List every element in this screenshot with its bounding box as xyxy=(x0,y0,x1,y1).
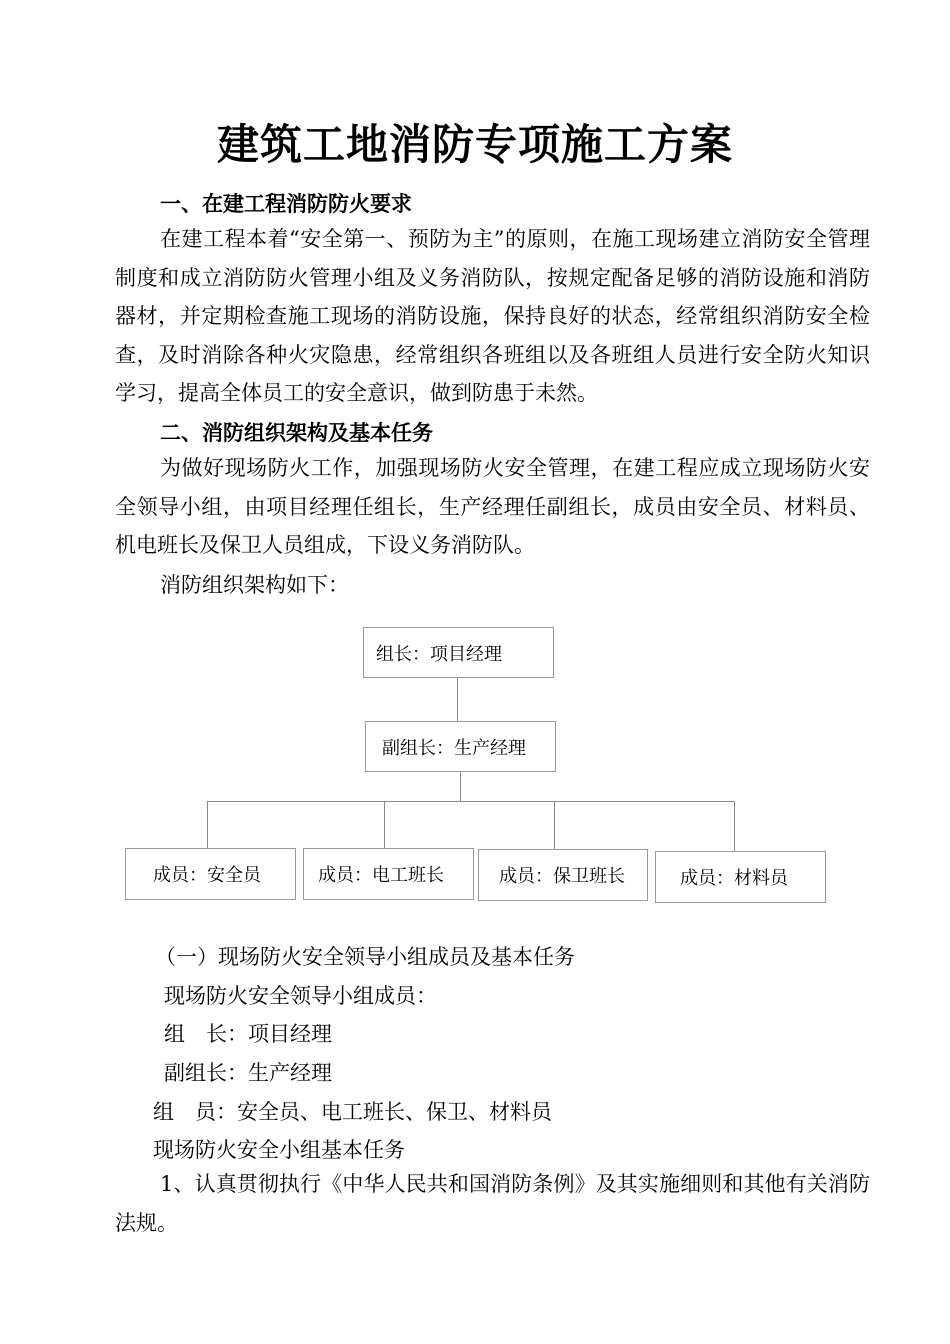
org-connector-member-4 xyxy=(734,801,735,851)
subsection1-heading: （一）现场防火安全领导小组成员及基本任务 xyxy=(155,945,575,969)
org-node-leader-label: 组长：项目经理 xyxy=(376,643,502,665)
org-node-leader xyxy=(363,627,554,678)
org-node-deputy-label: 副组长：生产经理 xyxy=(382,737,526,759)
section1-paragraph: 在建工程本着“安全第一、预防为主”的原则，在施工现场建立消防安全管理制度和成立消防防火管理小组及义务消防队，按规定配备足够的消防设施和消防器材，并定期检查施工现场的消防设施，保持良好的状态，经常组织消防安全检查，及时消除各种火灾隐患，经常组织各班组以及各班组人员进行安全防火知识学习，提高全体员工的安全意识，做到防患于未然。 xyxy=(115,227,870,405)
group-members-line: 组 员：安全员、电工班长、保卫、材料员 xyxy=(153,1100,552,1124)
members-label: 现场防火安全领导小组成员： xyxy=(164,984,437,1008)
org-node-member-2 xyxy=(303,848,474,900)
deputy-line: 副组长：生产经理 xyxy=(164,1061,332,1085)
org-node-member-1 xyxy=(125,848,296,900)
org-node-member-4 xyxy=(655,851,826,903)
org-connector-member-1 xyxy=(207,801,208,848)
page-title: 建筑工地消防专项施工方案 xyxy=(216,120,733,169)
section2-paragraph: 为做好现场防火工作，加强现场防火安全管理，在建工程应成立现场防火安全领导小组，由项目经理任组长，生产经理任副组长，成员由安全员、材料员、机电班长及保卫人员组成，下设义务消防队。 xyxy=(115,456,870,557)
task-1: 1、认真贯彻执行《中华人民共和国消防条例》及其实施细则和其他有关消防法规。 xyxy=(115,1172,870,1235)
org-connector-deputy-bus xyxy=(460,772,461,801)
org-chart-intro: 消防组织架构如下： xyxy=(160,573,349,597)
section1-heading: 一、在建工程消防防火要求 xyxy=(160,191,412,216)
org-connector-bus xyxy=(207,801,735,802)
org-node-member-2-label: 成员：电工班长 xyxy=(318,865,444,886)
org-connector-leader-deputy xyxy=(457,678,458,721)
section2-heading: 二、消防组织架构及基本任务 xyxy=(160,420,433,445)
leader-line: 组 长：项目经理 xyxy=(164,1022,332,1046)
org-connector-member-2 xyxy=(384,801,385,848)
org-node-member-3-label: 成员：保卫班长 xyxy=(499,866,625,887)
org-node-member-3 xyxy=(478,849,648,901)
org-node-member-1-label: 成员：安全员 xyxy=(153,865,261,886)
org-node-deputy xyxy=(365,721,556,772)
tasks-label: 现场防火安全小组基本任务 xyxy=(153,1138,405,1162)
org-connector-member-3 xyxy=(554,801,555,849)
org-node-member-4-label: 成员：材料员 xyxy=(680,868,788,889)
